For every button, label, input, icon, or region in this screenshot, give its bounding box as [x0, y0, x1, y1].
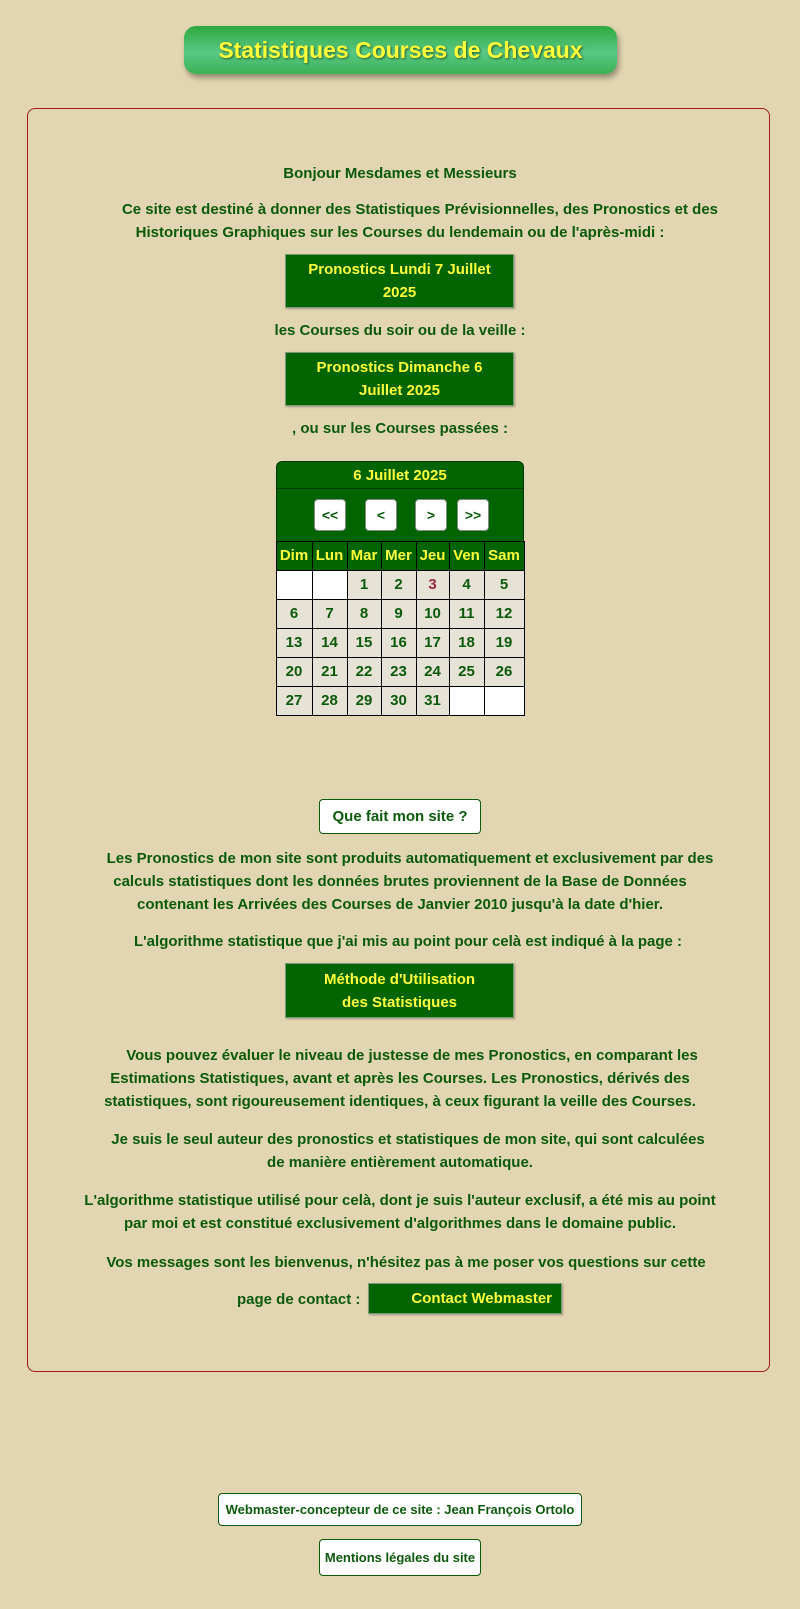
calendar-day[interactable]: 5 [484, 570, 525, 600]
calendar-day[interactable]: 27 [276, 686, 313, 716]
calendar-day[interactable]: 9 [381, 599, 417, 629]
webmaster-credit-button[interactable]: Webmaster-concepteur de ce site : Jean François Ortolo [218, 1493, 582, 1526]
about-p4-line-1: Je suis le seul auteur des pronostics et statistiques de mon site, qui sont calculées [111, 1131, 705, 1148]
about-p2: L'algorithme statistique que j'ai mis au point pour celà est indiqué à la page : [133, 933, 683, 950]
calendar-day[interactable]: 8 [347, 599, 382, 629]
about-p5-line-1: L'algorithme statistique utilisé pour celà, dont je suis l'auteur exclusif, a été mis au point [84, 1192, 716, 1209]
calendar-day[interactable]: 18 [449, 628, 485, 658]
greeting: Bonjour Mesdames et Messieurs [283, 165, 517, 182]
calendar-day[interactable]: 2 [381, 570, 417, 600]
calendar-day[interactable]: 3 [416, 570, 450, 600]
calendar-day[interactable]: 15 [347, 628, 382, 658]
day-of-week-header: Lun [312, 541, 348, 571]
intro-line-1: Ce site est destiné à donner des Statistiques Prévisionnelles, des Pronostics et des [121, 201, 719, 218]
contact-prefix: page de contact : [237, 1291, 361, 1308]
calendar-day[interactable]: 30 [381, 686, 417, 716]
about-site-button[interactable]: Que fait mon site ? [319, 799, 481, 834]
calendar [276, 461, 524, 715]
day-of-week-header: Jeu [416, 541, 450, 571]
day-of-week-header: Mar [347, 541, 382, 571]
contact-webmaster-button[interactable]: Contact Webmaster [368, 1283, 562, 1314]
calendar-day[interactable]: 16 [381, 628, 417, 658]
prev-month-button[interactable]: < [365, 499, 397, 531]
calendar-day[interactable]: 26 [484, 657, 525, 687]
past-races-text: , ou sur les Courses passées : [292, 420, 508, 437]
calendar-day[interactable]: 1 [347, 570, 382, 600]
calendar-day[interactable]: 13 [276, 628, 313, 658]
legal-notice-button[interactable]: Mentions légales du site [319, 1539, 481, 1576]
method-button[interactable]: Méthode d'Utilisation des Statistiques [285, 963, 514, 1018]
calendar-empty-cell [312, 570, 348, 600]
next-year-button[interactable]: >> [457, 499, 489, 531]
about-p1-line-1: Les Pronostics de mon site sont produits automatiquement et exclusivement par des [106, 850, 714, 867]
calendar-day[interactable]: 25 [449, 657, 485, 687]
calendar-day[interactable]: 12 [484, 599, 525, 629]
calendar-day[interactable]: 29 [347, 686, 382, 716]
calendar-empty-cell [449, 686, 485, 716]
calendar-title: 6 Juillet 2025 [276, 461, 524, 489]
day-of-week-header: Ven [449, 541, 485, 571]
about-p3-line-1: Vous pouvez évaluer le niveau de justesse de mes Pronostics, en comparant les [126, 1047, 698, 1064]
day-of-week-header: Dim [276, 541, 313, 571]
about-p1-line-3: contenant les Arrivées des Courses de Janvier 2010 jusqu'à la date d'hier. [137, 896, 663, 913]
calendar-day[interactable]: 4 [449, 570, 485, 600]
calendar-day[interactable]: 7 [312, 599, 348, 629]
about-p3-line-2: Estimations Statistiques, avant et après les Courses. Les Pronostics, dérivés des [110, 1070, 690, 1087]
calendar-day[interactable]: 28 [312, 686, 348, 716]
day-of-week-header: Mer [381, 541, 417, 571]
calendar-day[interactable]: 17 [416, 628, 450, 658]
next-month-button[interactable]: > [415, 499, 447, 531]
calendar-day[interactable]: 10 [416, 599, 450, 629]
pronostics-previous-button[interactable]: Pronostics Dimanche 6 Juillet 2025 [285, 352, 514, 406]
calendar-grid [276, 541, 524, 715]
site-title: Statistiques Courses de Chevaux [184, 26, 617, 74]
calendar-day[interactable]: 14 [312, 628, 348, 658]
pronostics-next-button[interactable]: Pronostics Lundi 7 Juillet 2025 [285, 254, 514, 308]
calendar-day[interactable]: 6 [276, 599, 313, 629]
about-p1-line-2: calculs statistiques dont les données brutes proviennent de la Base de Données [113, 873, 687, 890]
evening-text: les Courses du soir ou de la veille : [274, 322, 526, 339]
intro-line-2: Historiques Graphiques sur les Courses du lendemain ou de l'après-midi : [135, 224, 665, 241]
calendar-day[interactable]: 24 [416, 657, 450, 687]
calendar-empty-cell [276, 570, 313, 600]
day-of-week-header: Sam [484, 541, 525, 571]
about-p6: Vos messages sont les bienvenus, n'hésitez pas à me poser vos questions sur cette [106, 1254, 706, 1271]
calendar-day[interactable]: 21 [312, 657, 348, 687]
calendar-day[interactable]: 31 [416, 686, 450, 716]
calendar-day[interactable]: 22 [347, 657, 382, 687]
prev-year-button[interactable]: << [314, 499, 346, 531]
calendar-day[interactable]: 11 [449, 599, 485, 629]
calendar-empty-cell [484, 686, 525, 716]
about-p4-line-2: de manière entièrement automatique. [267, 1154, 533, 1171]
calendar-nav [276, 489, 524, 541]
calendar-day[interactable]: 20 [276, 657, 313, 687]
about-p3-line-3: statistiques, sont rigoureusement identiques, à ceux figurant la veille des Courses. [104, 1093, 696, 1110]
about-p5-line-2: par moi et est constitué exclusivement d'algorithmes dans le domaine public. [123, 1215, 677, 1232]
calendar-day[interactable]: 19 [484, 628, 525, 658]
calendar-day[interactable]: 23 [381, 657, 417, 687]
